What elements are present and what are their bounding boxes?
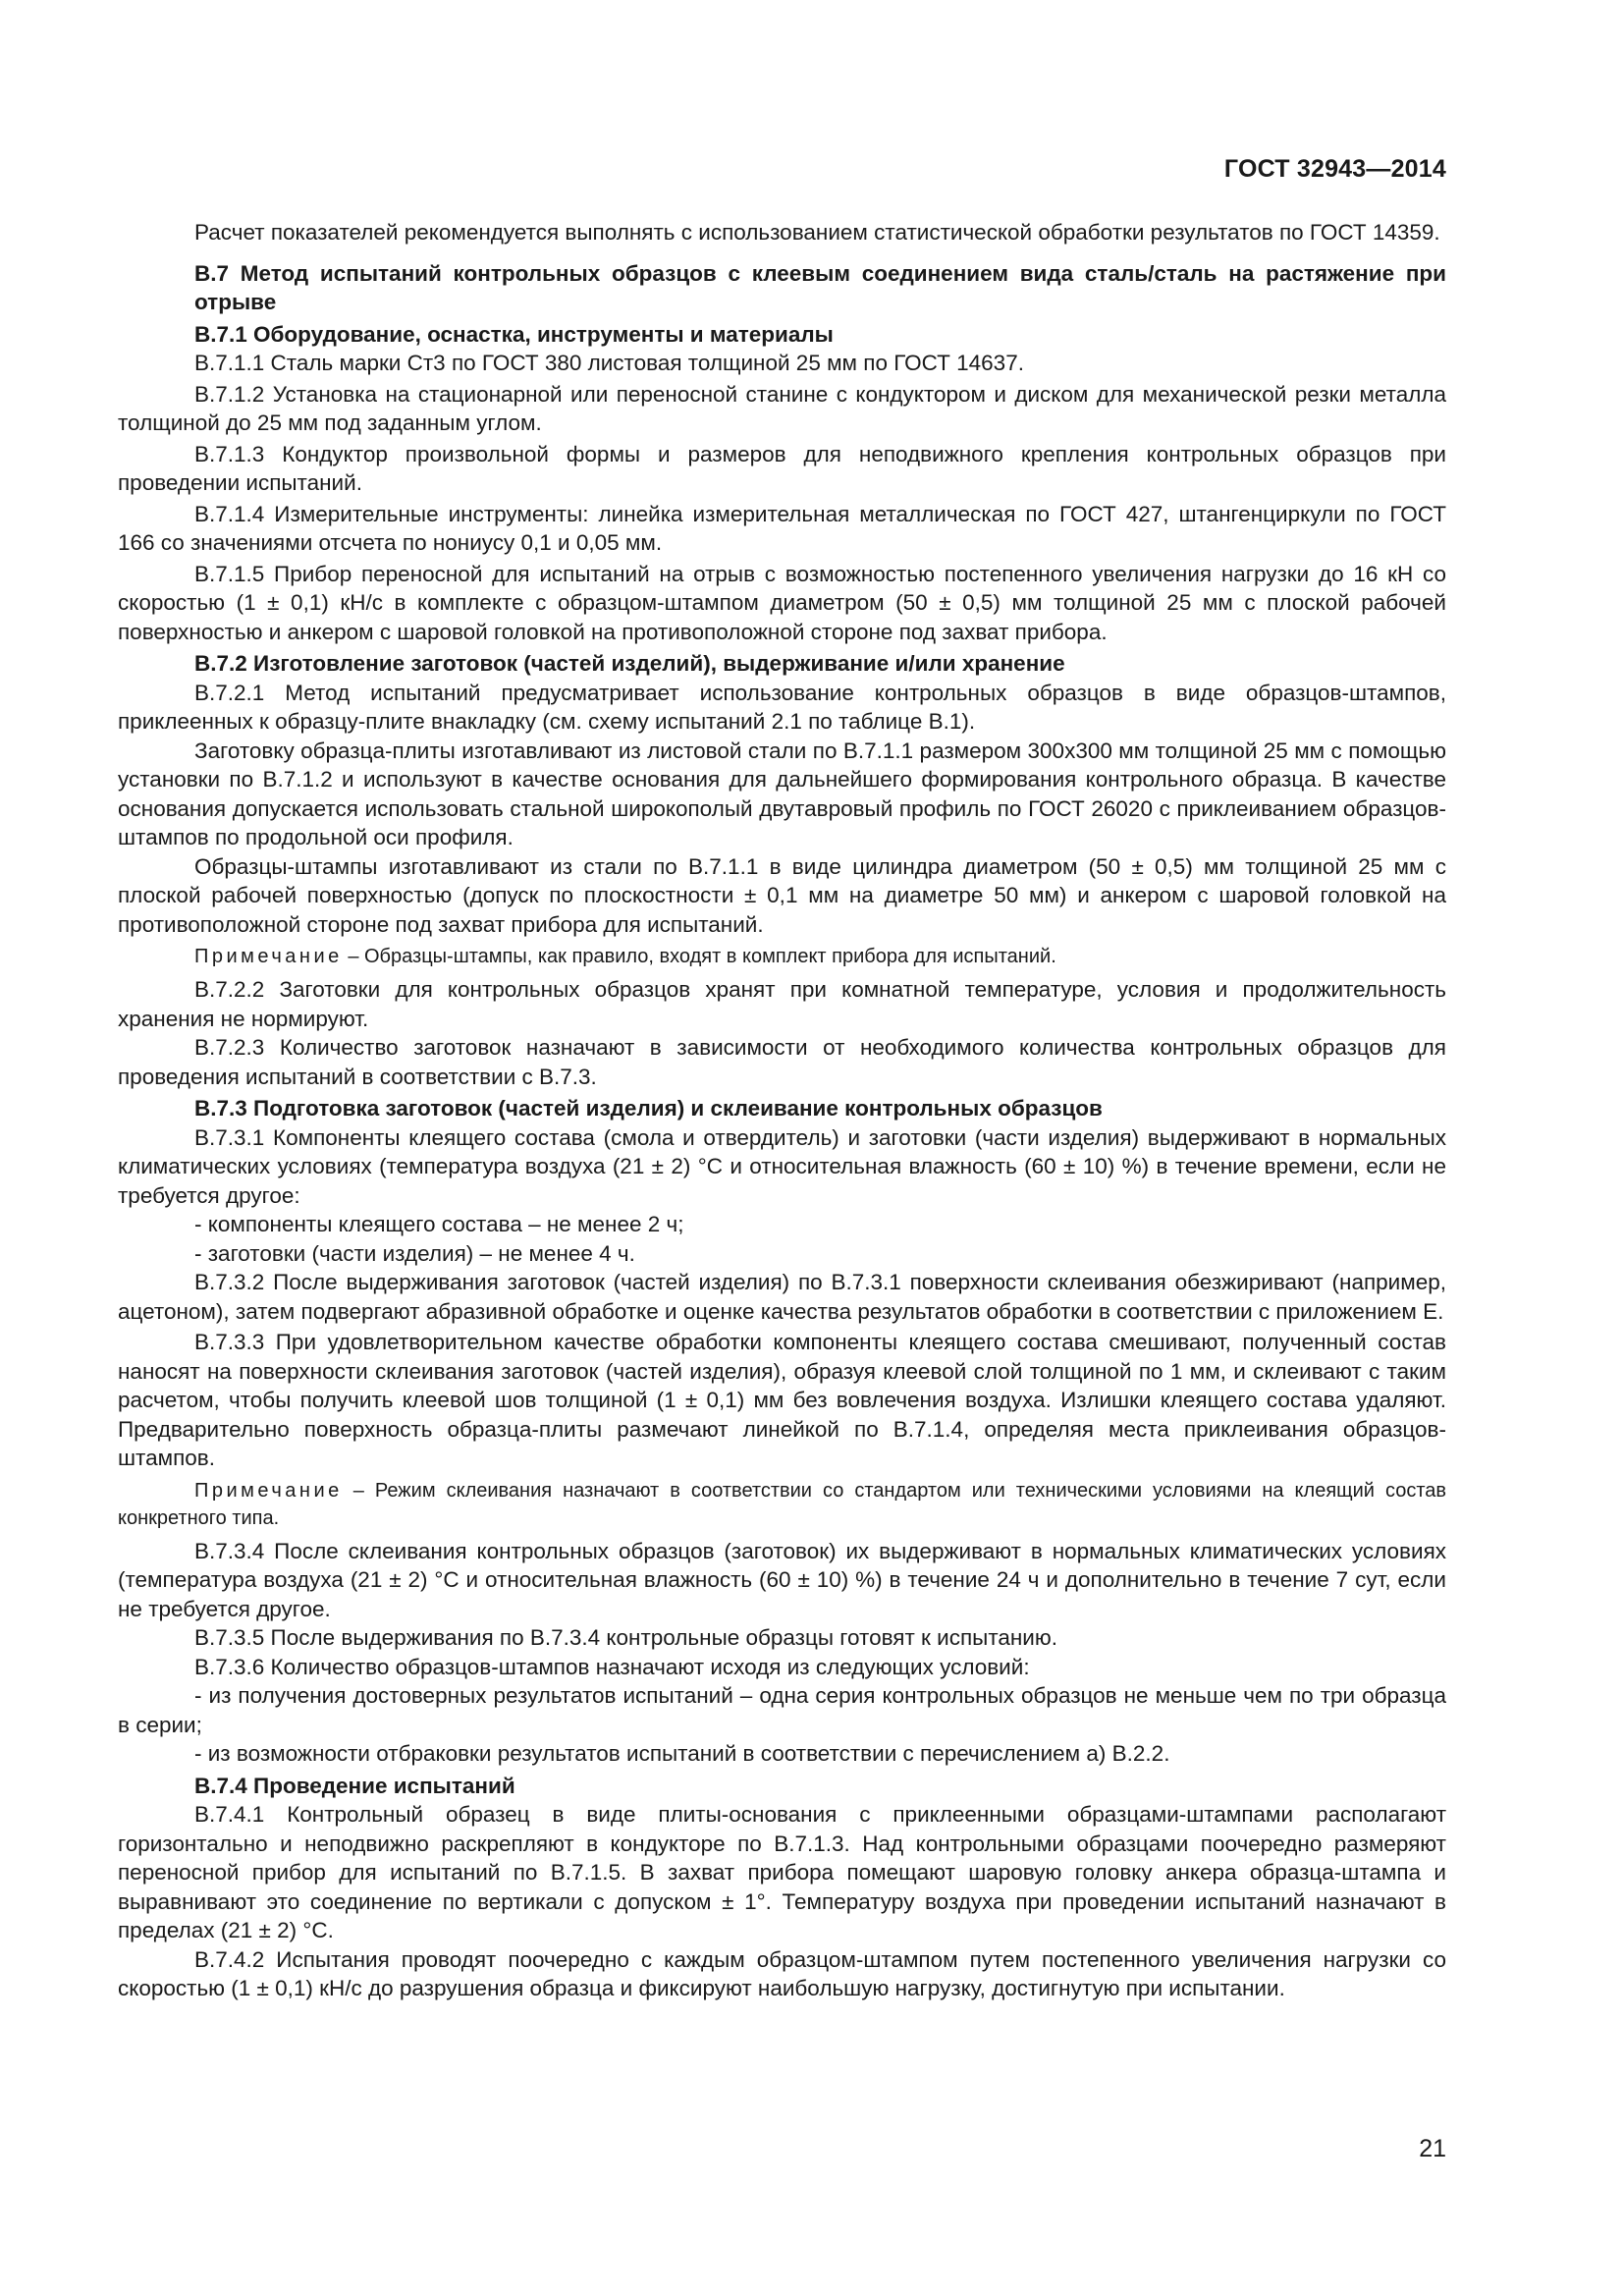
paragraph-b722: В.7.2.2 Заготовки для контрольных образцов хранят при комнатной температуре, условия и продолжительность хранения не нормируют. bbox=[118, 977, 1446, 1031]
paragraph-b735: В.7.3.5 После выдерживания по В.7.3.4 контрольные образцы готовят к испытанию. bbox=[194, 1625, 1058, 1650]
paragraph-b733: В.7.3.3 При удовлетворительном качестве обработки компоненты клеящего состава смешивают, полученный состав наносят на поверхности склеивания заготовок (частей изделия), образуя клеевой слой толщиной по 1 мм, и склеивают с таким расчетом, чтобы получить клеевой шов толщиной (1 ± 0,1) мм без вовлечения воздуха. Излишки клеящего состава удаляют. Предварительно поверхность образца-плиты размечают линейкой по В.7.1.4, определяя места приклеивания образцов-штампов. bbox=[118, 1330, 1446, 1470]
note-gluing-mode bbox=[118, 1477, 1446, 1532]
list-item-b731-components: - компоненты клеящего состава – не менее 2 ч; bbox=[194, 1212, 684, 1236]
paragraph-b721-blank: Заготовку образца-плиты изготавливают из листовой стали по В.7.1.1 размером 300х300 мм толщиной 25 мм с помощью установки по В.7.1.2 и используют в качестве основания для дальнейшего формирования контрольного образца. В качестве основания допускается использовать стальной широкополый двутавровый профиль по ГОСТ 26020 с приклеиванием образцов-штампов по продольной оси профиля. bbox=[118, 738, 1446, 849]
note-text: – Режим склеивания назначают в соответствии со стандартом или техническими условиями на клеящий состав конкретного типа. bbox=[118, 1479, 1446, 1529]
note-text: – Образцы-штампы, как правило, входят в комплект прибора для испытаний. bbox=[342, 946, 1056, 967]
paragraph-b712: В.7.1.2 Установка на стационарной или переносной станине с кондуктором и диском для механической резки металла толщиной до 25 мм под заданным углом. bbox=[118, 381, 1446, 435]
page-body bbox=[118, 218, 1446, 2003]
note-stamps bbox=[118, 943, 1446, 970]
paragraph-b721-stamps: Образцы-штампы изготавливают из стали по В.7.1.1 в виде цилиндра диаметром (50 ± 0,5) мм толщиной 25 мм с плоской рабочей поверхностью (допуск по плоскостности ± 0,1 мм на диаметре 50 мм) и анкером с шаровой головкой на противоположной стороне под захват прибора для испытаний. bbox=[118, 853, 1446, 937]
page-number: 21 bbox=[1419, 2135, 1446, 2162]
paragraph-b736: В.7.3.6 Количество образцов-штампов назначают исходя из следующих условий: bbox=[194, 1654, 1030, 1679]
paragraph-b714: В.7.1.4 Измерительные инструменты: линейка измерительная металлическая по ГОСТ 427, штангенциркули по ГОСТ 166 со значениями отсчета по нониусу 0,1 и 0,05 мм. bbox=[118, 501, 1446, 555]
subsection-title-b73: В.7.3 Подготовка заготовок (частей изделия) и склеивание контрольных образцов bbox=[194, 1096, 1103, 1121]
paragraph-b711: В.7.1.1 Сталь марки Ст3 по ГОСТ 380 листовая толщиной 25 мм по ГОСТ 14637. bbox=[194, 351, 1024, 375]
list-item-b731-blanks: - заготовки (части изделия) – не менее 4 ч. bbox=[194, 1240, 635, 1266]
paragraph-b715: В.7.1.5 Прибор переносной для испытаний на отрыв с возможностью постепенного увеличения нагрузки до 16 кН со скоростью (1 ± 0,1) кН/с в комплекте с образцом-штампом диаметром (50 ± 0,5) мм толщиной 25 мм с плоской рабочей поверхностью и анкером с шаровой головкой на противоположной стороне под захват прибора. bbox=[118, 561, 1446, 644]
subsection-title-b71: В.7.1 Оборудование, оснастка, инструменты и материалы bbox=[194, 321, 834, 347]
paragraph-intro: Расчет показателей рекомендуется выполнять с использованием статистической обработки результатов по ГОСТ 14359. bbox=[194, 220, 1440, 245]
standard-code-header: ГОСТ 32943—2014 bbox=[1223, 155, 1446, 183]
paragraph-b723: В.7.2.3 Количество заготовок назначают в зависимости от необходимого количества контрольных образцов для проведения испытаний в соответствии с В.7.3. bbox=[118, 1035, 1446, 1089]
paragraph-b742: В.7.4.2 Испытания проводят поочередно с каждым образцом-штампом путем постепенного увеличения нагрузки со скоростью (1 ± 0,1) кН/с до разрушения образца и фиксируют наибольшую нагрузку, достигнутую при испытании. bbox=[118, 1946, 1446, 2000]
note-label: Примечание bbox=[194, 946, 343, 967]
paragraph-b741: В.7.4.1 Контрольный образец в виде плиты-основания с приклеенными образцами-штампами располагают горизонтально и неподвижно раскрепляют в кондукторе по В.7.1.3. Над контрольными образцами поочередно размеряют переносной прибор для испытаний по В.7.1.5. В захват прибора помещают шаровую головку анкера образца-штампа и выравнивают это соединение по вертикали с допуском ± 1°. Температуру воздуха при проведении испытаний назначают в пределах (21 ± 2) °С. bbox=[118, 1802, 1446, 1942]
paragraph-b721: В.7.2.1 Метод испытаний предусматривает использование контрольных образцов в виде образцов-штампов, приклеенных к образцу-плите внакладку (см. схему испытаний 2.1 по таблице В.1). bbox=[118, 680, 1446, 734]
note-label: Примечание bbox=[194, 1479, 343, 1502]
section-title-b7: В.7 Метод испытаний контрольных образцов с клеевым соединением вида сталь/сталь на растяжение при отрыве bbox=[194, 260, 1446, 314]
subsection-title-b72: В.7.2 Изготовление заготовок (частей изделий), выдерживание и/или хранение bbox=[194, 651, 1065, 676]
paragraph-b731: В.7.3.1 Компоненты клеящего состава (смола и отвердитель) и заготовки (части изделия) выдерживают в нормальных климатических условиях (температура воздуха (21 ± 2) °С и относительная влажность (60 ± 10) %) в течение времени, если не требуется другое: bbox=[118, 1124, 1446, 1208]
paragraph-b732: В.7.3.2 После выдерживания заготовок (частей изделия) по В.7.3.1 поверхности склеивания обезжиривают (например, ацетоном), затем подвергают абразивной обработке и оценке качества результатов обработки в соответствии с приложением Е. bbox=[118, 1270, 1446, 1324]
list-item-b736-rejection: - из возможности отбраковки результатов испытаний в соответствии с перечислением а) В.2.2. bbox=[194, 1741, 1170, 1766]
subsection-title-b74: В.7.4 Проведение испытаний bbox=[194, 1773, 515, 1798]
list-item-b736-series: - из получения достоверных результатов испытаний – одна серия контрольных образцов не меньше чем по три образца в серии; bbox=[118, 1683, 1446, 1737]
paragraph-b734: В.7.3.4 После склеивания контрольных образцов (заготовок) их выдерживают в нормальных климатических условиях (температура воздуха (21 ± 2) °С и относительная влажность (60 ± 10) %) в течение 24 ч и дополнительно в течение 7 сут, если не требуется другое. bbox=[118, 1538, 1446, 1621]
paragraph-b713: В.7.1.3 Кондуктор произвольной формы и размеров для неподвижного крепления контрольных образцов при проведении испытаний. bbox=[118, 441, 1446, 495]
